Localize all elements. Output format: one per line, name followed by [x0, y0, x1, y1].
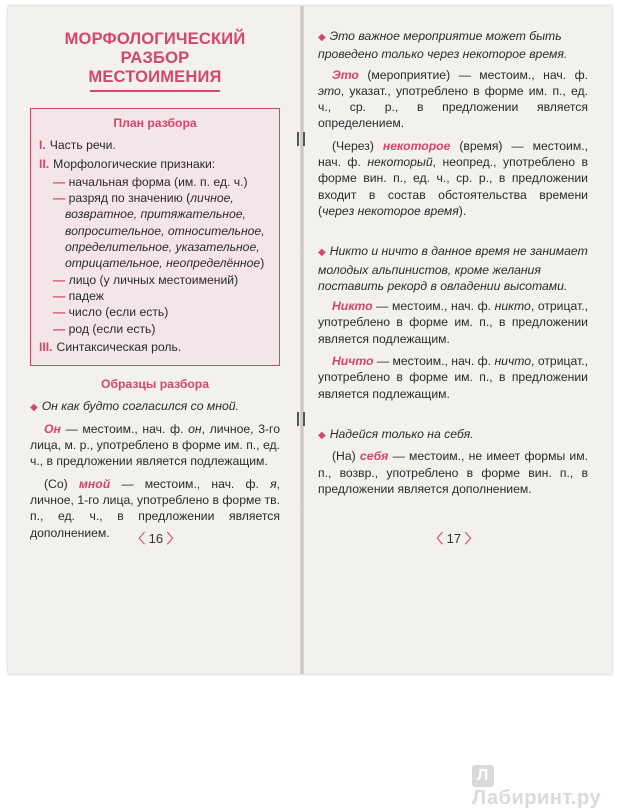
sub-text: разряд по значению (	[68, 191, 191, 206]
preposition: (Через)	[332, 138, 383, 153]
sub-item-gender: — род (если есть)	[53, 321, 271, 337]
analysis-eto	[318, 67, 588, 132]
initial-form: это	[318, 83, 341, 98]
analyzed-word: Никто	[332, 299, 373, 314]
watermark	[472, 764, 618, 810]
sub-item-person: — лицо (у личных местоимений)	[53, 272, 271, 288]
sub-item-number: — число (если есть)	[53, 304, 271, 320]
page-number-right: 〈 17 〉	[430, 531, 478, 546]
diamond-bullet-icon: ◆	[30, 402, 38, 414]
plan-title: План разбора	[113, 116, 197, 130]
page-title	[30, 30, 280, 92]
initial-form: никто	[494, 299, 531, 314]
analysis-text: , отрицат., употреблено в форме им. п., в предложении является подлежащим.	[318, 299, 588, 346]
analysis-text: (мероприятие) — местоим., нач. ф.	[358, 67, 588, 82]
watermark-text: Лабиринт.ру	[472, 787, 602, 809]
page-number-left: 〈 16 〉	[132, 531, 180, 546]
example-text: Он как будто согласился со мной.	[41, 399, 239, 414]
example-text: Это важное мероприятие может быть проведено только через некоторое время.	[318, 29, 568, 62]
preposition: (На)	[332, 449, 360, 464]
roman-numeral: I.	[39, 138, 46, 153]
initial-form: ничто	[494, 354, 532, 369]
page-number-value: 16	[148, 531, 164, 546]
analysis-text: , неопред., употреблено в форме вин. п., ед. ч., ср. р., в предложении входит в состав обстоятельства времени (	[318, 155, 588, 218]
sub-item-case: — падеж	[53, 288, 271, 304]
diamond-bullet-icon: ◆	[318, 429, 326, 441]
diamond-bullet-icon: ◆	[318, 247, 326, 259]
analyzed-word: себя	[359, 449, 389, 464]
book-spine	[300, 6, 304, 674]
title-line-1: МОРФОЛОГИЧЕСКИЙ РАЗБОР	[64, 30, 246, 67]
example-text: Надейся только на себя.	[329, 426, 474, 441]
analysis-text: — местоим., нач. ф.	[372, 299, 495, 314]
analysis-text: — местоим., не имеет формы им. п., возвр., употреблено в форме вин. п., в предложении является дополнением.	[318, 449, 588, 496]
analysis-nikto	[318, 298, 588, 347]
analyzed-word: Он	[44, 421, 61, 436]
initial-form: он	[188, 421, 202, 436]
initial-form: некоторый	[367, 155, 433, 170]
analyzed-word: мной	[78, 476, 111, 491]
title-underline	[90, 90, 220, 92]
sub-text-end: )	[260, 256, 265, 271]
analysis-text: — местоим., нач. ф.	[373, 354, 495, 369]
title-line-2: МЕСТОИМЕНИЯ	[88, 68, 222, 86]
plan-item-1	[39, 137, 271, 153]
preposition: (Со)	[44, 476, 79, 491]
diamond-bullet-icon: ◆	[318, 32, 326, 43]
analysis-text: , указат., употреблено в форме им. п., ед. ч., ср. р., в предложении является определением.	[318, 83, 588, 131]
plan-item-3	[39, 339, 271, 355]
analysis-sebya	[318, 448, 588, 497]
analyzed-word: Ничто	[332, 354, 374, 369]
italic-phrase: через некоторое время	[322, 203, 459, 218]
plan-item-2	[39, 156, 271, 172]
staple-top	[297, 132, 305, 146]
analysis-on	[30, 421, 280, 470]
page-number-value: 17	[446, 531, 462, 546]
labirint-logo-icon: Л	[472, 765, 494, 787]
analysis-text-end: ).	[458, 203, 467, 218]
analysis-text: , личное, 3-го лица, м. р., употреблено в форме им. п., ед. ч., в предложении является подлежащим.	[30, 421, 280, 469]
plan-item-text: Часть речи.	[49, 138, 116, 153]
analyzed-word: некоторое	[382, 138, 451, 153]
samples-title: Образцы разбора	[100, 377, 210, 392]
analysis-text: (время) — местоим., нач. ф.	[318, 138, 588, 170]
plan-box	[30, 108, 280, 366]
analysis-nichto	[318, 353, 588, 402]
analysis-nekotoroe	[318, 138, 588, 219]
left-page	[30, 20, 280, 547]
example-text: Никто и ничто в данное время не занимает молодых альпинистов, кроме желания поставить рекорд в овладении высотами.	[318, 244, 588, 293]
example-sentence-4	[318, 426, 588, 444]
initial-form: я	[270, 476, 277, 491]
sub-italic: личное, возвратное, притяжательное, вопросительное, относительное, определительное, указательное, отрицательное, неопределённое	[65, 191, 265, 271]
roman-numeral: II.	[39, 156, 50, 171]
analyzed-word: Это	[332, 67, 359, 82]
analysis-text: — местоим., нач. ф.	[60, 421, 189, 436]
analysis-text: — местоим., нач. ф.	[110, 476, 271, 491]
sub-item-category	[53, 190, 271, 271]
roman-numeral: III.	[39, 339, 53, 354]
analysis-text: , отрицат., употреблено в форме им. п., в предложении является подлежащим.	[318, 354, 588, 401]
plan-item-text: Морфологические признаки:	[53, 156, 216, 171]
example-sentence-2	[318, 28, 588, 63]
staple-bottom	[297, 412, 305, 426]
right-page	[318, 20, 588, 503]
example-sentence-1	[30, 398, 280, 416]
example-sentence-3	[318, 243, 588, 294]
sub-item-initial-form: — начальная форма (им. п. ед. ч.)	[53, 174, 271, 190]
analysis-text: , личное, 1-го лица, употреблено в форме тв. п., ед. ч., в предложении является дополнением.	[30, 476, 280, 540]
plan-item-text: Синтаксическая роль.	[56, 339, 182, 354]
